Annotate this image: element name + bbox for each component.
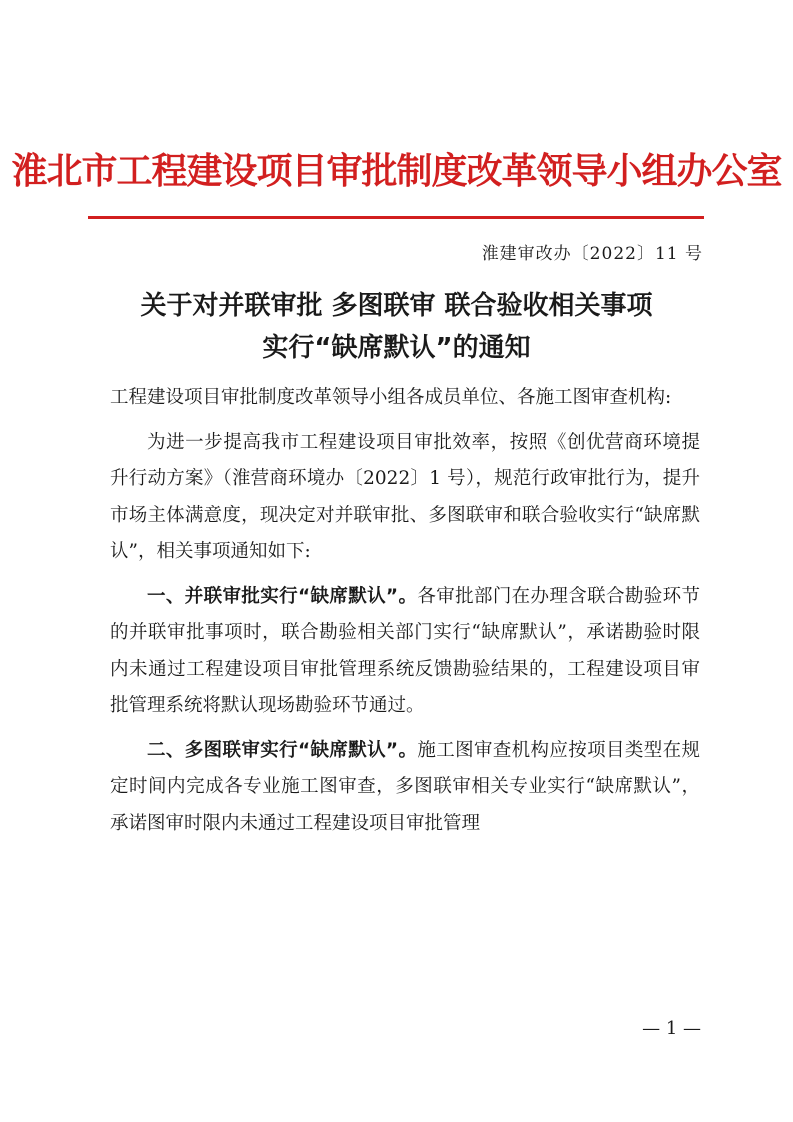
- page-number: — 1 —: [642, 1018, 701, 1039]
- section-1-heading: 一、并联审批实行“缺席默认”。: [147, 585, 418, 607]
- document-title: [0, 285, 793, 369]
- document-body: [110, 380, 700, 842]
- section-1-paragraph: [110, 579, 700, 725]
- document-number: 淮建审改办〔2022〕11 号: [481, 244, 703, 264]
- document-title-line-1: 关于对并联审批 多图联审 联合验收相关事项: [140, 291, 653, 321]
- red-divider-line: [88, 216, 704, 219]
- intro-paragraph: 为进一步提高我市工程建设项目审批效率，按照《创优营商环境提升行动方案》（淮营商环境办〔2022〕1 号），规范行政审批行为，提升市场主体满意度，现决定对并联审批、多图联审和联合验收实行“缺席默认”，相关事项通知如下:: [110, 431, 700, 562]
- section-2-paragraph: [110, 733, 700, 843]
- issuing-office-name: 淮北市工程建设项目审批制度改革领导小组办公室: [11, 151, 782, 192]
- section-2-text: 施工图审查机构应按项目类型在规定时间内完成各专业施工图审查，多图联审相关专业实行“缺席默认”，承诺图审时限内未通过工程建设项目审批管理: [110, 739, 700, 834]
- section-2-heading: 二、多图联审实行“缺席默认”。: [147, 739, 418, 761]
- document-title-line-2: 实行“缺席默认”的通知: [262, 333, 531, 363]
- salutation: 工程建设项目审批制度改革领导小组各成员单位、各施工图审查机构:: [110, 387, 672, 408]
- section-1-text: 各审批部门在办理含联合勘验环节的并联审批事项时，联合勘验相关部门实行“缺席默认”，承诺勘验时限内未通过工程建设项目审批管理系统反馈勘验结果的，工程建设项目审批管理系统将默认现场勘验环节通过。: [110, 585, 700, 716]
- issuing-office-header: [0, 150, 793, 194]
